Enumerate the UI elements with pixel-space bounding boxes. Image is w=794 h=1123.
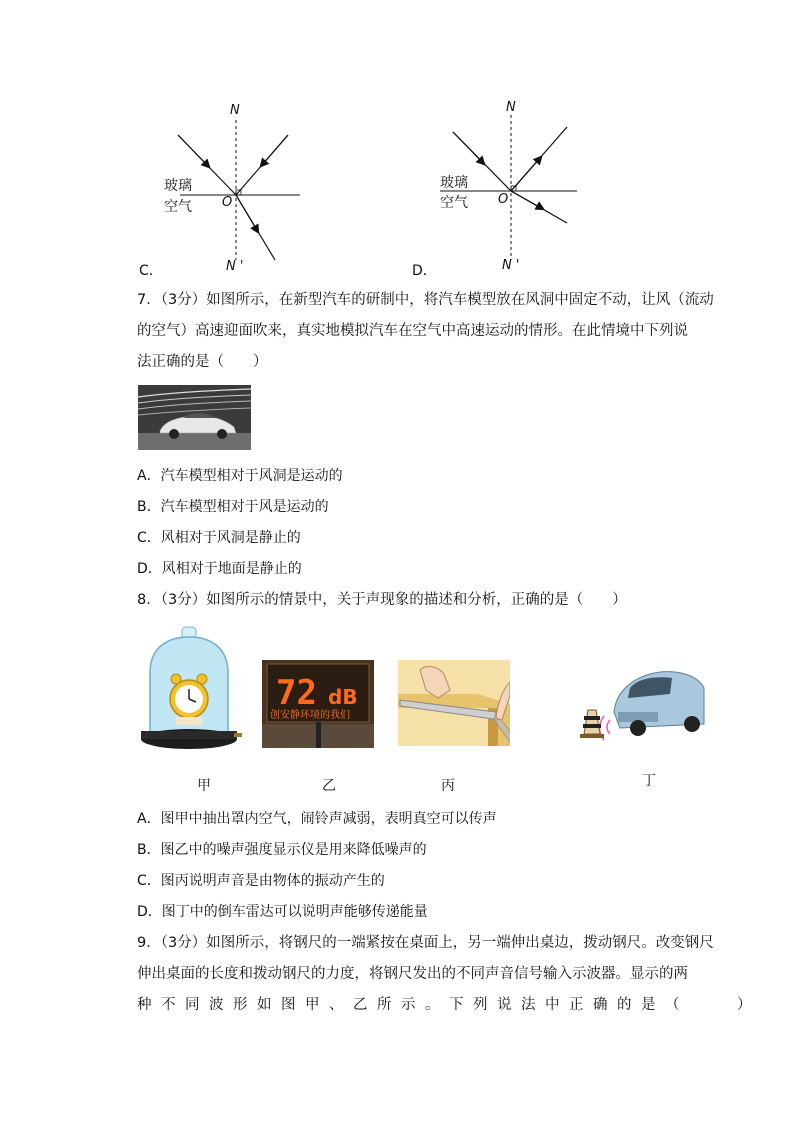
display-text: 创安静环境的我们	[270, 710, 350, 721]
medium-glass-label: 玻璃	[164, 178, 192, 194]
car-radar-image	[580, 662, 705, 750]
bell-jar-image	[138, 625, 243, 757]
q7-stem-line3: 法正确的是（ ）	[137, 354, 268, 370]
bell-jar-icon	[138, 625, 243, 757]
q9-stem-line2: 伸出桌面的长度和拨动钢尺的力度，将钢尺发出的不同声音信号输入示波器。显示的两	[137, 966, 688, 982]
q7-option-c[interactable]: C．风相对于风洞是静止的	[137, 530, 301, 546]
q7-option-d[interactable]: D．风相对于地面是静止的	[137, 561, 302, 577]
refraction-diagram-d	[405, 95, 605, 280]
normal-top-label: N	[230, 103, 240, 118]
q9-stem-line1: 9．（3分）如图所示，将钢尺的一端紧按在桌面上，另一端伸出桌边，拨动钢尺。改变钢尺	[137, 935, 714, 951]
caption-jia: 甲	[197, 778, 211, 794]
q8-stem: 8．（3分）如图所示的情景中，关于声现象的描述和分析，正确的是（ ）	[137, 592, 627, 608]
normal-bottom-label: N '	[226, 259, 244, 274]
caption-yi: 乙	[322, 778, 336, 794]
q9-stem-line3: 种不同波形如图甲、乙所示。下列说法中正确的是（ ）	[137, 997, 761, 1013]
q7-stem-line1: 7．（3分）如图所示，在新型汽车的研制中，将汽车模型放在风洞中固定不动，让风（流动	[137, 292, 714, 308]
q8-option-c[interactable]: C．图丙说明声音是由物体的振动产生的	[137, 873, 385, 889]
normal-bottom-label: N '	[502, 258, 520, 273]
car-parking-radar-icon	[580, 662, 705, 750]
diagram-option-d	[405, 95, 605, 280]
q7-option-b[interactable]: B．汽车模型相对于风是运动的	[137, 499, 329, 515]
ruler-image	[398, 660, 510, 746]
option-label: D．	[412, 263, 437, 279]
medium-air-label: 空气	[440, 195, 468, 211]
option-label: C．	[139, 263, 163, 279]
ruler-on-table-icon	[398, 660, 510, 746]
q8-option-b[interactable]: B．图乙中的噪声强度显示仪是用来降低噪声的	[137, 842, 427, 858]
q8-option-d[interactable]: D．图丁中的倒车雷达可以说明声能够传递能量	[137, 904, 428, 920]
caption-ding: 丁	[642, 773, 656, 789]
q7-stem-line2: 的空气）高速迎面吹来，真实地模拟汽车在空气中高速运动的情形。在此情境中下列说	[137, 323, 688, 339]
display-unit: dB	[328, 685, 358, 709]
noise-meter-icon	[262, 660, 374, 748]
medium-glass-label: 玻璃	[440, 175, 468, 191]
origin-label: O	[222, 195, 233, 210]
caption-bing: 丙	[441, 778, 455, 794]
display-value: 72	[276, 673, 317, 713]
car-wind-tunnel-photo	[138, 385, 251, 450]
refraction-diagram-c	[130, 95, 330, 280]
diagram-option-c	[130, 95, 330, 280]
origin-label: O	[498, 192, 509, 207]
q7-option-a[interactable]: A．汽车模型相对于风洞是运动的	[137, 468, 343, 484]
noise-display-image	[262, 660, 374, 748]
q8-option-a[interactable]: A．图甲中抽出罩内空气，闹铃声减弱，表明真空可以传声	[137, 811, 497, 827]
normal-top-label: N	[506, 100, 516, 115]
medium-air-label: 空气	[164, 199, 192, 215]
